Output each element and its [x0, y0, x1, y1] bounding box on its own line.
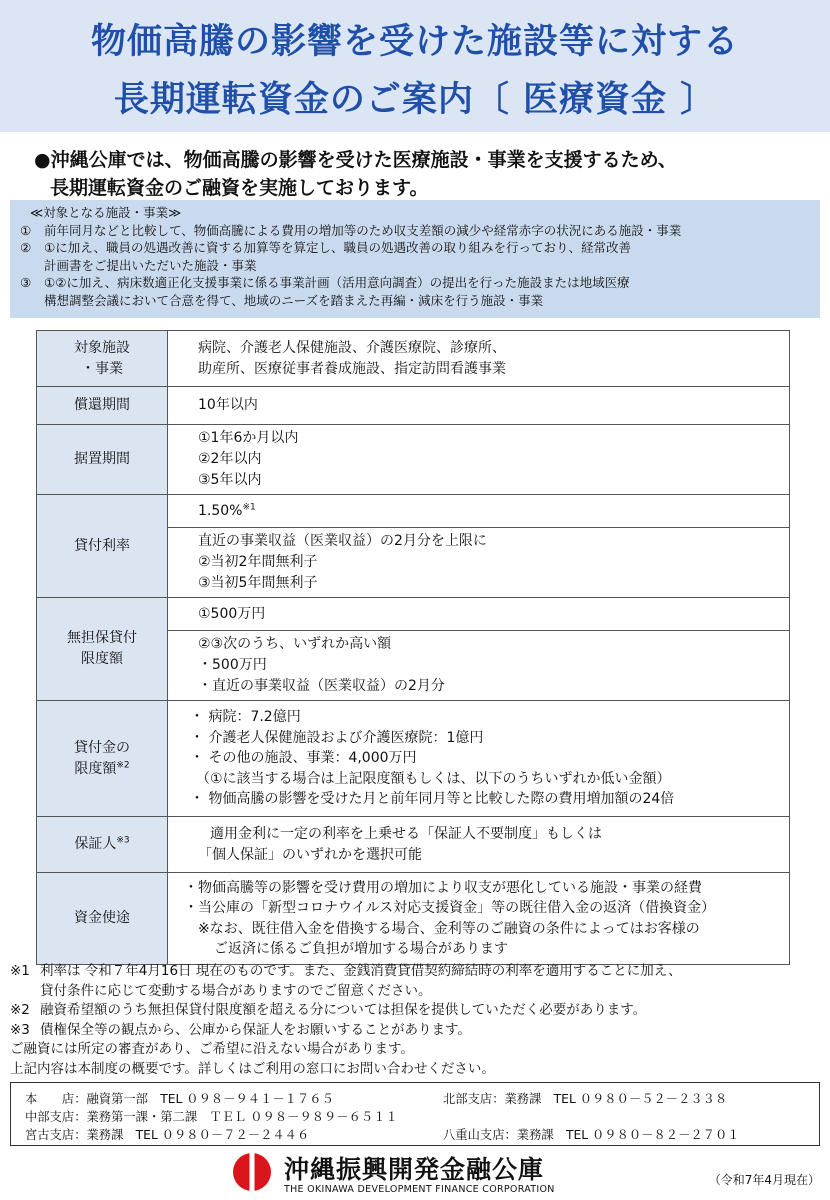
targets-heading: ≪対象となる施設・事業≫	[30, 205, 182, 220]
row-fund-use	[37, 873, 790, 965]
contact-honten: 本 店：融資第一部 TEL ０９８－９４１－１７６５	[25, 1092, 334, 1106]
target-item: ② ①に加え、職員の処遇改善に資する加算等を算定し、職員の処遇改善の取り組みを行っており、経常改善	[20, 240, 631, 255]
lead-line-1: ●沖縄公庫では、物価高騰の影響を受けた医療施設・事業を支援するため、	[34, 149, 677, 171]
contact-chubu: 中部支店：業務第一課・第二課 ＴＥＬ ０９８－９８９－６５１１	[25, 1110, 398, 1124]
contact-box	[10, 1082, 820, 1146]
footnote: ※2 融資希望額のうち無担保貸付限度額を超える分については担保を提供していただく必要があります。	[10, 1002, 647, 1018]
value-deferment: ①1年6か月以内 ②2年以内 ③5年以内	[168, 425, 790, 495]
note-plain: ご融資には所定の審査があり、ご希望に沿えない場合があります。	[10, 1041, 414, 1057]
loan-terms-table	[36, 330, 790, 965]
label-target: 対象施設 ・事業	[37, 331, 168, 387]
value-unsecured-limit: ①500万円 ②③次のうち、いずれか高い額 ・500万円 ・直近の事業収益（医業収益）の2月分	[168, 598, 790, 701]
label-guarantor: 保証人$^{※3}$	[37, 817, 168, 873]
label-fund-use: 資金使途	[37, 873, 168, 965]
as-of-date: （令和7年4月現在）	[708, 1173, 820, 1187]
lead-line-2: 長期運転資金のご融資を実施しております。	[50, 177, 429, 199]
lead-text	[34, 146, 677, 202]
title-line-1: 物価高騰の影響を受けた施設等に対する	[90, 22, 739, 62]
label-loan-limit: 貸付金の 限度額$^{※2}$	[37, 701, 168, 817]
footnote: ※1 利率は 令和７年4月16日 現在のものです。また、金銭消費貸借契約締結時の利率を適用することに加え、	[10, 963, 682, 979]
row-guarantor	[37, 817, 790, 873]
org-name-jp: 沖縄振興開発金融公庫	[284, 1155, 545, 1184]
value-repayment: 10年以内	[168, 387, 790, 425]
target-item: ③ ①②に加え、病床数適正化支援事業に係る事業計画（活用意向調査）の提出を行った施設または地域医療	[20, 275, 630, 290]
contact-hokubu: 北部支店：業務課 TEL ０９８０－５２－２３３８	[443, 1092, 728, 1106]
note-plain: 上記内容は本制度の概要です。詳しくはご利用の窓口にお問い合わせください。	[10, 1060, 495, 1077]
label-unsecured-limit: 無担保貸付 限度額	[37, 598, 168, 701]
contact-yaeyama: 八重山支店：業務課 TEL ０９８０－８２－２７０１	[443, 1128, 740, 1142]
value-guarantor: 適用金利に一定の利率を上乗せる「保証人不要制度」もしくは 「個人保証」のいずれかを選択可能	[168, 817, 790, 873]
value-rate: 1.50%$^{※1}$ 直近の事業収益（医業収益）の2月分を上限に ②当初2年間無利子 ③当初5年間無利子	[168, 495, 790, 598]
corporation-logo	[228, 1150, 608, 1198]
contact-miyako: 宮古支店：業務課 TEL ０９８０－７２－２４４６	[25, 1128, 310, 1142]
row-target	[37, 331, 790, 387]
target-item: ① 前年同月などと比較して、物価高騰による費用の増加等のため収支差額の減少や経常赤字の状況にある施設・事業	[20, 222, 682, 238]
logo-mark-icon	[232, 1152, 272, 1192]
label-deferment: 据置期間	[37, 425, 168, 495]
label-repayment: 償還期間	[37, 387, 168, 425]
target-item-cont: 構想調整会議において合意を得て、地域のニーズを踏まえた再編・減床を行う施設・事業	[44, 292, 544, 308]
footnote: ※3 債権保全等の観点から、公庫から保証人をお願いすることがあります。	[10, 1021, 471, 1038]
label-rate: 貸付利率	[37, 495, 168, 598]
row-rate	[37, 495, 790, 598]
row-repayment	[37, 387, 790, 425]
footnotes	[10, 962, 682, 1079]
row-unsecured-limit	[37, 598, 790, 701]
row-deferment	[37, 425, 790, 495]
target-item-cont: 計画書をご提出いただいた施設・事業	[44, 257, 257, 273]
title-line-2: 長期運転資金のご案内〔 医療資金 〕	[113, 80, 717, 120]
footnote-cont: 貸付条件に応じて変動する場合がありますのでご留意ください。	[40, 982, 432, 999]
value-fund-use: ・物価高騰等の影響を受け費用の増加により収支が悪化している施設・事業の経費 ・当公庫の「新型コロナウイルス対応支援資金」等の既往借入金の返済（借換資金） ※なお、既往借入金を借換する場合、金利等のご融資の条件によってはお客様の ご返済に係るご負担が増加する場合があります	[168, 873, 790, 965]
value-loan-limit: ・ 病院：7.2億円 ・ 介護老人保健施設および介護医療院：1億円 ・ その他の施設、事業：4,000万円 （①に該当する場合は上記限度額もしくは、以下のうちいずれか低い金額） ・ 物価高騰の影響を受けた月と前年同月等と比較した際の費用増加額の24倍	[168, 701, 790, 817]
row-loan-limit	[37, 701, 790, 817]
value-target: 病院、介護老人保健施設、介護医療院、診療所、 助産所、医療従事者養成施設、指定訪問看護事業	[168, 331, 790, 387]
target-facilities-box	[10, 200, 820, 318]
org-name-en: THE OKINAWA DEVELOPMENT FINANCE CORPORATION	[284, 1184, 555, 1195]
header-banner	[0, 0, 830, 132]
